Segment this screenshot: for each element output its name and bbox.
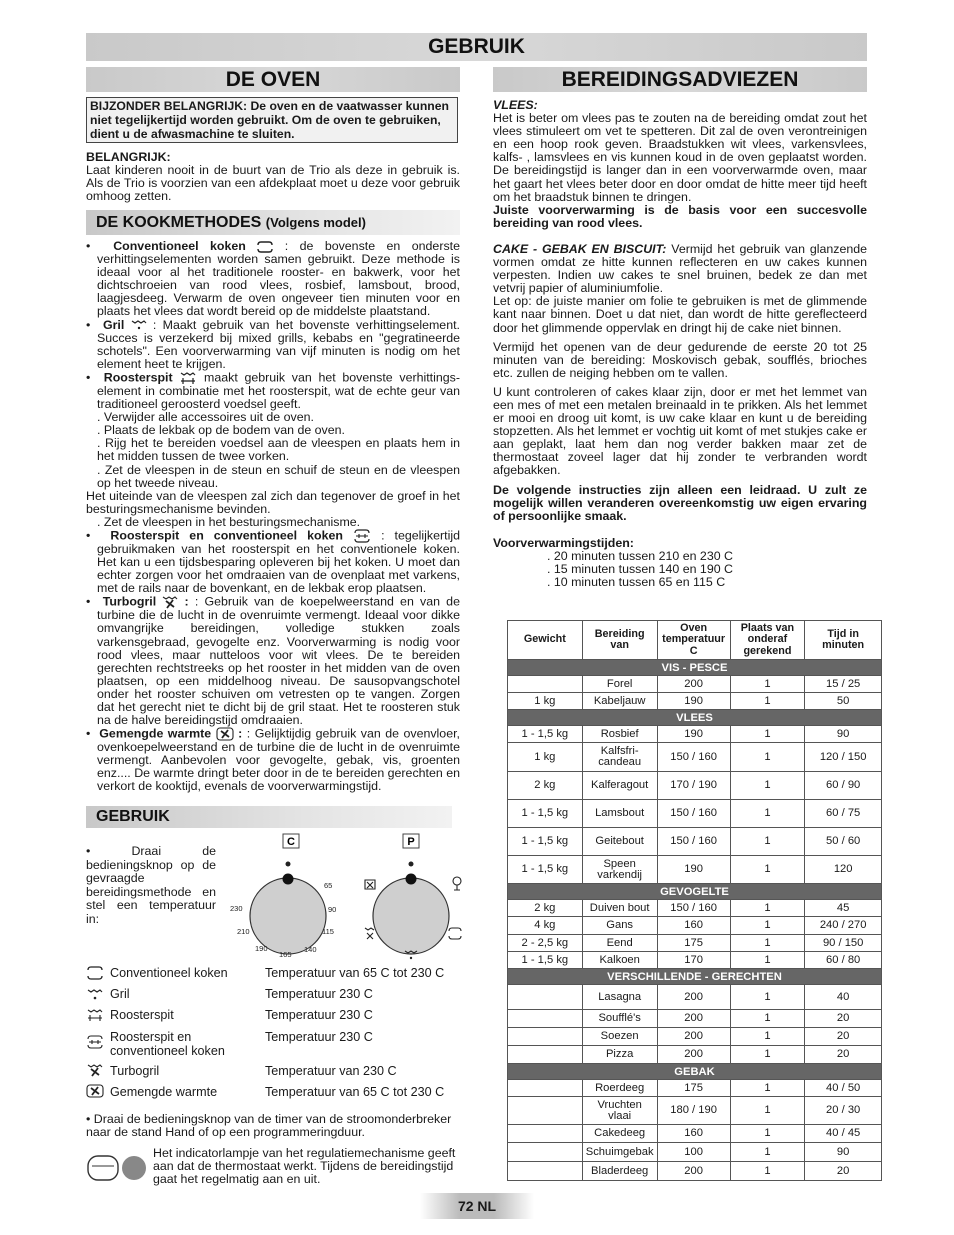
table-cell: Vruchten vlaai: [582, 1097, 657, 1125]
table-cell: 1: [730, 743, 805, 772]
table-cell: 200: [657, 1162, 730, 1181]
table-cell: Kabeljauw: [582, 693, 657, 710]
conventional-icon: [86, 966, 104, 980]
table-cell: 120: [805, 856, 882, 884]
mixed-heat-icon: [216, 727, 234, 741]
important-label: BELANGRIJK:: [86, 150, 171, 164]
legend-name-3: Roosterspit: [110, 1008, 174, 1022]
conventional-icon: [257, 241, 273, 253]
knob-label-p: P: [407, 836, 415, 848]
table-cell: 1: [730, 676, 805, 693]
table-row: [508, 828, 882, 856]
scale-115: 115: [322, 927, 334, 936]
table-cell: [508, 1046, 583, 1064]
methods-heading: [86, 210, 460, 235]
table-cell: [508, 1143, 583, 1162]
method-rotisserie-conventional-name: Roosterspit en conventioneel koken: [110, 528, 343, 543]
table-cell: 1 - 1,5 kg: [508, 856, 583, 884]
table-header-row: [508, 621, 882, 660]
methods-list: [86, 240, 460, 794]
header-gewicht: Gewicht: [508, 621, 583, 660]
table-cell: Soufflé's: [582, 1010, 657, 1028]
table-cell: 1: [730, 1097, 805, 1125]
methods-subtitle: (Volgens model): [265, 215, 366, 230]
preheat-1: . 20 minuten tussen 210 en 230 C: [547, 548, 733, 563]
table-cell: 150 / 160: [657, 900, 730, 917]
table-cell: 1 - 1,5 kg: [508, 726, 583, 743]
lamp-icon: [86, 1152, 150, 1184]
page-number: 72 NL: [420, 1193, 534, 1219]
table-cell: 170: [657, 952, 730, 969]
table-cell: 1: [730, 856, 805, 884]
table-cell: 40 / 50: [805, 1080, 882, 1097]
table-cell: 45: [805, 900, 882, 917]
table-cell: 100: [657, 1143, 730, 1162]
table-cell: [508, 1162, 583, 1181]
table-row: [508, 935, 882, 952]
method-rotisserie-conventional-text: : tegelijkertijd gebruikmaken van het roosterspit en het conventionele koken. Het kan u een tijdsbesparing opleveren bij het koken. U moet dan echter zorgen voor het omdraaien van de ovenplaat met varkens, met de rails naar de bovenkant, en de lekbak erop plaatsen.: [97, 528, 460, 596]
table-cell: 50: [805, 693, 882, 710]
vlees-label: VLEES:: [493, 98, 538, 112]
rotisserie-after: Het uiteinde van de vleespen zal zich dan tegenover de groef in het besturingsmechanisme bevinden.: [86, 488, 460, 516]
legend-temp-1: Temperatuur van 65 C tot 230 C: [265, 966, 445, 980]
section-title-advice: BEREIDINGSADVIEZEN: [493, 67, 867, 92]
knob-turbogrill-icon: [365, 928, 374, 939]
table-cell: [508, 1097, 583, 1125]
table-row: [508, 726, 882, 743]
header-bereiding: Bereiding van: [582, 621, 657, 660]
table-cell: 150 / 160: [657, 800, 730, 828]
legend-name-6: Gemengde warmte: [110, 1085, 218, 1099]
methods-title: DE KOOKMETHODES: [96, 214, 262, 231]
table-cell: Schuimgebak: [582, 1143, 657, 1162]
table-cell: 1: [730, 800, 805, 828]
table-cell: Roerdeeg: [582, 1080, 657, 1097]
table-cell: 50 / 60: [805, 828, 882, 856]
legend-name-2: Gril: [110, 987, 130, 1001]
table-row: [508, 1028, 882, 1046]
table-cell: 1: [730, 1010, 805, 1028]
table-cell: 90: [805, 726, 882, 743]
preheat-label: Voorverwarmingstijden:: [493, 535, 634, 550]
method-turbogrill-name: Turbogril: [102, 594, 157, 609]
method-rotisserie: • Roosterspit maakt gebruik van het bovenste verhittings-element in combinatie met het roosterspit, wat de echte geur van traditioneel geroosterd voedsel geeft.: [86, 370, 460, 412]
table-cell: 175: [657, 1080, 730, 1097]
table-cell: 40: [805, 985, 882, 1010]
scale-165: 165: [279, 950, 292, 959]
table-cell: Lamsbout: [582, 800, 657, 828]
table-row: [508, 985, 882, 1010]
table-cell: 150 / 160: [657, 743, 730, 772]
rotisserie-conventional-icon: [353, 529, 371, 543]
table-cell: Kalferagout: [582, 772, 657, 800]
table-row: [508, 1097, 882, 1125]
header-temperatuur: Oven temperatuur C: [657, 621, 730, 660]
table-cell: 240 / 270: [805, 917, 882, 935]
table-cell: 1 kg: [508, 743, 583, 772]
section-title: VIS - PESCE: [508, 660, 882, 676]
turbogrill-icon: [162, 595, 178, 609]
warning-text: BIJZONDER BELANGRIJK: De oven en de vaatwasser kunnen niet tegelijkertijd worden gebruikt. Om de oven te gebruiken, dient u de afwasmachine te sluiten.: [90, 99, 449, 141]
rotisserie-step-1: . Verwijder alle accessoires uit de oven.: [97, 410, 314, 425]
knob-instruction: • Draai de bedieningsknop op de gevraagde bereidingsmethode en stel een temperatuur in:: [86, 844, 216, 926]
table-cell: 1: [730, 1125, 805, 1143]
table-row: [508, 1125, 882, 1143]
table-cell: [508, 1028, 583, 1046]
table-cell: 60 / 75: [805, 800, 882, 828]
table-cell: 200: [657, 676, 730, 693]
mixed-heat-icon: [86, 1084, 104, 1098]
table-cell: 1: [730, 1143, 805, 1162]
table-cell: [508, 1010, 583, 1028]
preheat-2: . 15 minuten tussen 140 en 190 C: [547, 562, 733, 576]
section-title: GEBAK: [508, 1064, 882, 1080]
table-cell: Pizza: [582, 1046, 657, 1064]
legend-name-5: Turbogril: [110, 1064, 160, 1078]
table-cell: 160: [657, 917, 730, 935]
lamp-text: Het indicatorlampje van het regulatiemechanisme geeft aan dat de thermostaat werkt. Tijdens de bereidingstijd gaat het regelmatig aan en uit.: [153, 1146, 456, 1187]
table-row: [508, 1143, 882, 1162]
scale-90: 90: [328, 905, 337, 914]
table-cell: 1: [730, 828, 805, 856]
table-row: [508, 856, 882, 884]
table-cell: 1 - 1,5 kg: [508, 952, 583, 969]
table-cell: Rosbief: [582, 726, 657, 743]
table-cell: 170 / 190: [657, 772, 730, 800]
table-cell: 1: [730, 900, 805, 917]
method-conventional: • Conventioneel koken : de bovenste en onderste verhittingselementen worden samen gebruikt. Deze methode is ideaal voor al het traditionele rooster- en bakwerk, voor het dichtschroeien van rood vlees, rosbief, lamsbout, brood, laagjesdeeg. Verwarm de oven ongeveer tien minuten voor en plaats het vlees dat wordt bereid op de middelste plaatstand.: [86, 239, 460, 319]
table-section-row: [508, 884, 882, 900]
table-cell: Kalkoen: [582, 952, 657, 969]
table-cell: Cakedeeg: [582, 1125, 657, 1143]
rotisserie-step-4: . Zet de vleespen in de steun en schuif de steun en de vleespen op het tweede niveau.: [97, 462, 460, 490]
table-cell: 180 / 190: [657, 1097, 730, 1125]
table-cell: 60 / 90: [805, 772, 882, 800]
table-cell: Speen varkendij: [582, 856, 657, 884]
table-section-row: [508, 1064, 882, 1080]
table-cell: 90: [805, 1143, 882, 1162]
door-text: Vermijd het openen van de deur gedurende de eerste 20 tot 25 minuten van de bereiding: Moskovisch gebak, soufflés, brioches etc. zullen de neiging hebben om te vallen.: [493, 339, 867, 380]
rotisserie-step-2: . Plaats de lekbak op de bodem van de oven.: [97, 423, 345, 438]
timer-instruction: • Draai de bedieningsknop van de timer van de stroomonderbreker naar de stand Hand of op een programmeringduur.: [86, 1112, 452, 1140]
table-cell: 4 kg: [508, 917, 583, 935]
rotisserie-conventional-icon: [86, 1035, 104, 1049]
table-cell: 120 / 150: [805, 743, 882, 772]
cake-paragraph: [493, 243, 867, 295]
method-rotisserie-name: Roosterspit: [103, 370, 173, 385]
table-cell: Geitebout: [582, 828, 657, 856]
cake-text-2: Let op: de juiste manier om folie te gebruiken is met de glimmende kant naar binnen. Doet u dat niet, dan wordt de hitte gereflecteerd door het glimmende oppervlak en dringt hij de cake niet binnen.: [493, 294, 867, 335]
section-title: VLEES: [508, 710, 882, 726]
temperature-knob[interactable]: [250, 874, 326, 955]
table-cell: 20 / 30: [805, 1097, 882, 1125]
important-text: Laat kinderen nooit in de buurt van de Trio als deze in gebruik is. Als de Trio is voorzien van een afdekplaat moet u deze voor gebruik omhoog zetten.: [86, 163, 460, 204]
table-row: [508, 676, 882, 693]
rotisserie-icon: [86, 1008, 104, 1022]
gebruik-heading: GEBRUIK: [86, 806, 452, 828]
method-rotisserie-text: maakt gebruik van het bovenste verhittings-element in combinatie met het roosterspit, wat de echte geur van traditioneel geroosterd voedsel geeft.: [97, 370, 460, 412]
table-cell: 1: [730, 1080, 805, 1097]
table-cell: 175: [657, 935, 730, 952]
table-cell: 190: [657, 856, 730, 884]
cake-label: CAKE - GEBAK EN BISCUIT:: [493, 241, 667, 256]
table-row: [508, 917, 882, 935]
table-cell: [508, 985, 583, 1010]
section-title: GEVOGELTE: [508, 884, 882, 900]
table-cell: 200: [657, 1010, 730, 1028]
table-cell: 15 / 25: [805, 676, 882, 693]
table-cell: 1: [730, 952, 805, 969]
table-cell: Forel: [582, 676, 657, 693]
method-grill: • Gril : Maakt gebruik van het bovenste verhittingselement. Succes is verzekerd bij mixed grills, kebabs en "gegratineerde schotels". Een voorverwarming van vijf minuten is nodig om het element heet te krijgen.: [86, 317, 460, 371]
table-cell: 190: [657, 726, 730, 743]
legend-temp-6: Temperatuur van 65 C tot 230 C: [265, 1085, 445, 1099]
grill-icon: [86, 987, 104, 1001]
method-turbogrill-text: : Gebruik van de koepelweerstand en van de turbine die de lucht in de ovenruimte vermengt. Ideaal voor dikke omvangrijke bereidingen, volledige stukken zoals varkensgebraad, gevogelte enz. Voorverwarming is nodig voor rood vlees, maar nutteloos voor wit vlees. De te bereiden gerechten rechtstreeks op het rooster in het midden van de oven plaatsen, op een middelhoog niveau. De sausopvangschotel onder het rooster schuiven om vetresten op te vangen. Zorgen dat het gerecht niet te dicht bij de gril staat. Het te roosteren stuk na de halve bereidingstijd omdraaien.: [97, 594, 460, 728]
section-title-oven: DE OVEN: [86, 67, 460, 92]
table-row: [508, 800, 882, 828]
knob-conventional-icon: [449, 928, 461, 939]
method-grill-text: : Maakt gebruik van het bovenste verhittingselement. Succes is verzekerd bij mixed grills, kebabs en "gegratineerde schotels". Een voorverwarming van vijf minuten is nodig om het element heet te krijgen.: [97, 317, 460, 371]
method-rotisserie-conventional: • Roosterspit en conventioneel koken : tegelijkertijd gebruikmaken van het roosterspit en het conventionele koken. Het kan u een tijdsbesparing opleveren bij het koken. U moet dan echter zorgen voor het omdraaien van de ovenplaat met varkens, met de rails naar de bovenkant, en de lekbak erop plaatsen.: [86, 528, 460, 596]
table-cell: 20: [805, 1046, 882, 1064]
table-cell: 1: [730, 1028, 805, 1046]
section-title: VERSCHILLENDE - GERECHTEN: [508, 969, 882, 985]
rotisserie-step-3: . Rijg het te bereiden voedsel aan de vleespen en plaats hem in het midden tussen de twee vorken.: [97, 436, 460, 464]
knob-label-c: C: [287, 836, 295, 848]
method-conventional-name: Conventioneel koken: [113, 239, 246, 253]
legend-name-1: Conventioneel koken: [110, 966, 228, 980]
table-row: [508, 900, 882, 917]
table-cell: 160: [657, 1125, 730, 1143]
table-cell: Gans: [582, 917, 657, 935]
table-row: [508, 693, 882, 710]
table-row: [508, 1010, 882, 1028]
header-plaats: Plaats van onderaf gerekend: [730, 621, 805, 660]
table-cell: Duiven bout: [582, 900, 657, 917]
table-row: [508, 743, 882, 772]
table-cell: [508, 1125, 583, 1143]
table-cell: 200: [657, 985, 730, 1010]
table-cell: 1 - 1,5 kg: [508, 800, 583, 828]
function-knob[interactable]: [373, 874, 449, 955]
cake-text: Vermijd het gebruik van glanzende vormen omdat ze hitte kunnen reflecteren en uw cakes kunnen verpesten. Indien uw cakes te snel bruinen, bedek ze dan met vetvrij papier of aluminiumfolie.: [493, 241, 868, 296]
table-cell: Eend: [582, 935, 657, 952]
oven-knobs-diagram: [225, 830, 470, 965]
table-row: [508, 772, 882, 800]
table-cell: 1: [730, 985, 805, 1010]
table-cell: 150 / 160: [657, 828, 730, 856]
table-cell: 1: [730, 1046, 805, 1064]
vlees-bold: Juiste voorverwarming is de basis voor een succesvolle bereiding van rood vlees.: [493, 202, 867, 230]
table-cell: 20: [805, 1028, 882, 1046]
turbogrill-icon: [86, 1063, 104, 1077]
table-cell: 1 - 1,5 kg: [508, 828, 583, 856]
knob-mixed-icon: [365, 880, 375, 889]
method-mixed-heat-name: Gemengde warmte: [99, 726, 212, 741]
scale-190: 190: [255, 944, 268, 953]
scale-140: 140: [304, 945, 317, 954]
table-cell: Kalfsfri-candeau: [582, 743, 657, 772]
table-cell: 1 kg: [508, 693, 583, 710]
table-cell: 190: [657, 693, 730, 710]
important-block: [86, 151, 460, 203]
rotisserie-step-5: . Zet de vleespen in het besturingsmechanisme.: [97, 514, 361, 529]
legend-temp-5: Temperatuur van 230 C: [265, 1064, 397, 1078]
method-conventional-text: : de bovenste en onderste verhittingselementen worden samen gebruikt. Deze methode is ideaal voor al het traditionele rooster- en bakwerk, voor het dichtschroeien van rood vlees, rosbief, lamsbout, brood, laagjesdeeg. Verwarm de oven ongeveer tien minuten voor en plaats het vlees dat wordt bereid op de middelste plaatstand.: [97, 239, 460, 319]
table-section-row: [508, 660, 882, 676]
grill-icon: [131, 319, 147, 331]
table-cell: 20: [805, 1010, 882, 1028]
table-cell: 40 / 45: [805, 1125, 882, 1143]
table-cell: 1: [730, 1162, 805, 1181]
rotisserie-icon: [179, 371, 197, 385]
table-cell: 200: [657, 1028, 730, 1046]
method-mixed-heat-text: : Gelijktijdig gebruik van de ovenvloer, ovenkoepelweerstand en de turbine die de lucht in de ovenruimte vermengt. Aanbevolen voor gevogelte, gebak, vis, groenten enz.... De warmte dringt beter door in de te bereiden gerechten en verkort de kooktijd, evenals de voorverwarmingstijd.: [97, 726, 460, 794]
table-cell: 1: [730, 935, 805, 952]
legend-temp-4: Temperatuur 230 C: [265, 1030, 373, 1044]
table-cell: Lasagna: [582, 985, 657, 1010]
table-cell: 1: [730, 726, 805, 743]
method-mixed-heat: • Gemengde warmte : : Gelijktijdig gebruik van de ovenvloer, ovenkoepelweerstand en de turbine die de lucht in de ovenruimte vermengt. Aanbevolen voor gevogelte, gebak, vis, groenten enz.... De warmte dringt beter door in de te bereiden gerechten en verkort de kooktijd, evenals de voorverwarmingstijd.: [86, 726, 460, 794]
legend-temp-3: Temperatuur 230 C: [265, 1008, 373, 1022]
table-cell: 1: [730, 917, 805, 935]
table-row: [508, 1080, 882, 1097]
table-section-row: [508, 969, 882, 985]
table-cell: Bladerdeeg: [582, 1162, 657, 1181]
vlees-text: Het is beter om vlees pas te zouten na de bereiding omdat zout het vlees stimuleert om vet te spetteren. Dit zal de oven verontreinigen en een hoop rook geven. Braadstukken wit vlees, varkensvlees, kalfs- , lamsvlees en vis kunnen koud in de oven geplaatst worden. De bereidingstijd is langer dan in een voorverwarmde oven, maar het gaart het vlees beter door en door omdat de hitte meer tijd heeft om het braadstuk binnen te dringen.: [493, 111, 867, 204]
guide-text: De volgende instructies zijn alleen een leidraad. U zult ze mogelijk willen veranderen overeenkomstig uw eigen ervaring of persoonlijke smaak.: [493, 482, 867, 523]
table-row: [508, 1162, 882, 1181]
header-tijd: Tijd in minuten: [805, 621, 882, 660]
scale-210: 210: [237, 927, 250, 936]
table-cell: 60 / 80: [805, 952, 882, 969]
table-cell: 200: [657, 1046, 730, 1064]
method-turbogrill: • Turbogril : : Gebruik van de koepelweerstand en van de turbine die de lucht in de ovenruimte vermengt. Ideaal voor dikke omvangrijke bereidingen, volledige stukken zoals varkensgebraad, gevogelte enz. Voorverwarming is nodig voor rood vlees, maar nutteloos voor wit vlees. De te bereiden gerechten rechtstreeks op het rooster in het midden van de oven plaatsen, op een middelhoog niveau. De sausopvangschotel onder het rooster schuiven om vetresten op te vangen. Zorgen dat het gerecht niet te dicht bij de gril staat. Het te roosteren stuk na de halve bereidingstijd omdraaien.: [86, 594, 460, 728]
table-cell: [508, 676, 583, 693]
check-text: U kunt controleren of cakes klaar zijn, door er met het lemmet van een mes of met een metalen breinaald in te prikken. Als het lemmet er mooi en droog uit komt, is uw cake klaar en kunt u de bereiding stopzetten. Als het lemmet er vochtig uit komt of met stukjes cake er aan geplakt, laat hem dan nog verder bakken maar zet de thermostaat zoveel lager dat hij zonder te verbranden wordt afgebakken.: [493, 384, 867, 478]
page-header: GEBRUIK: [86, 33, 867, 61]
legend-temp-2: Temperatuur 230 C: [265, 987, 373, 1001]
knob-lamp-icon: [453, 877, 461, 885]
table-cell: Soezen: [582, 1028, 657, 1046]
preheat-3: . 10 minuten tussen 65 en 115 C: [547, 575, 726, 590]
table-row: [508, 1046, 882, 1064]
scale-65: 65: [324, 881, 333, 890]
table-row: [508, 952, 882, 969]
warning-box: [86, 97, 458, 143]
table-cell: 2 kg: [508, 772, 583, 800]
table-section-row: [508, 710, 882, 726]
table-cell: 20: [805, 1162, 882, 1181]
table-cell: 90 / 150: [805, 935, 882, 952]
table-cell: 2 - 2,5 kg: [508, 935, 583, 952]
legend-name-4: Roosterspit en conventioneel koken: [110, 1030, 225, 1058]
table-cell: 1: [730, 772, 805, 800]
table-cell: 2 kg: [508, 900, 583, 917]
table-cell: 1: [730, 693, 805, 710]
scale-230: 230: [230, 904, 243, 913]
cooking-table: [507, 620, 882, 1181]
table-cell: [508, 1080, 583, 1097]
method-grill-name: Gril: [102, 317, 125, 332]
advice-text: [493, 99, 867, 589]
